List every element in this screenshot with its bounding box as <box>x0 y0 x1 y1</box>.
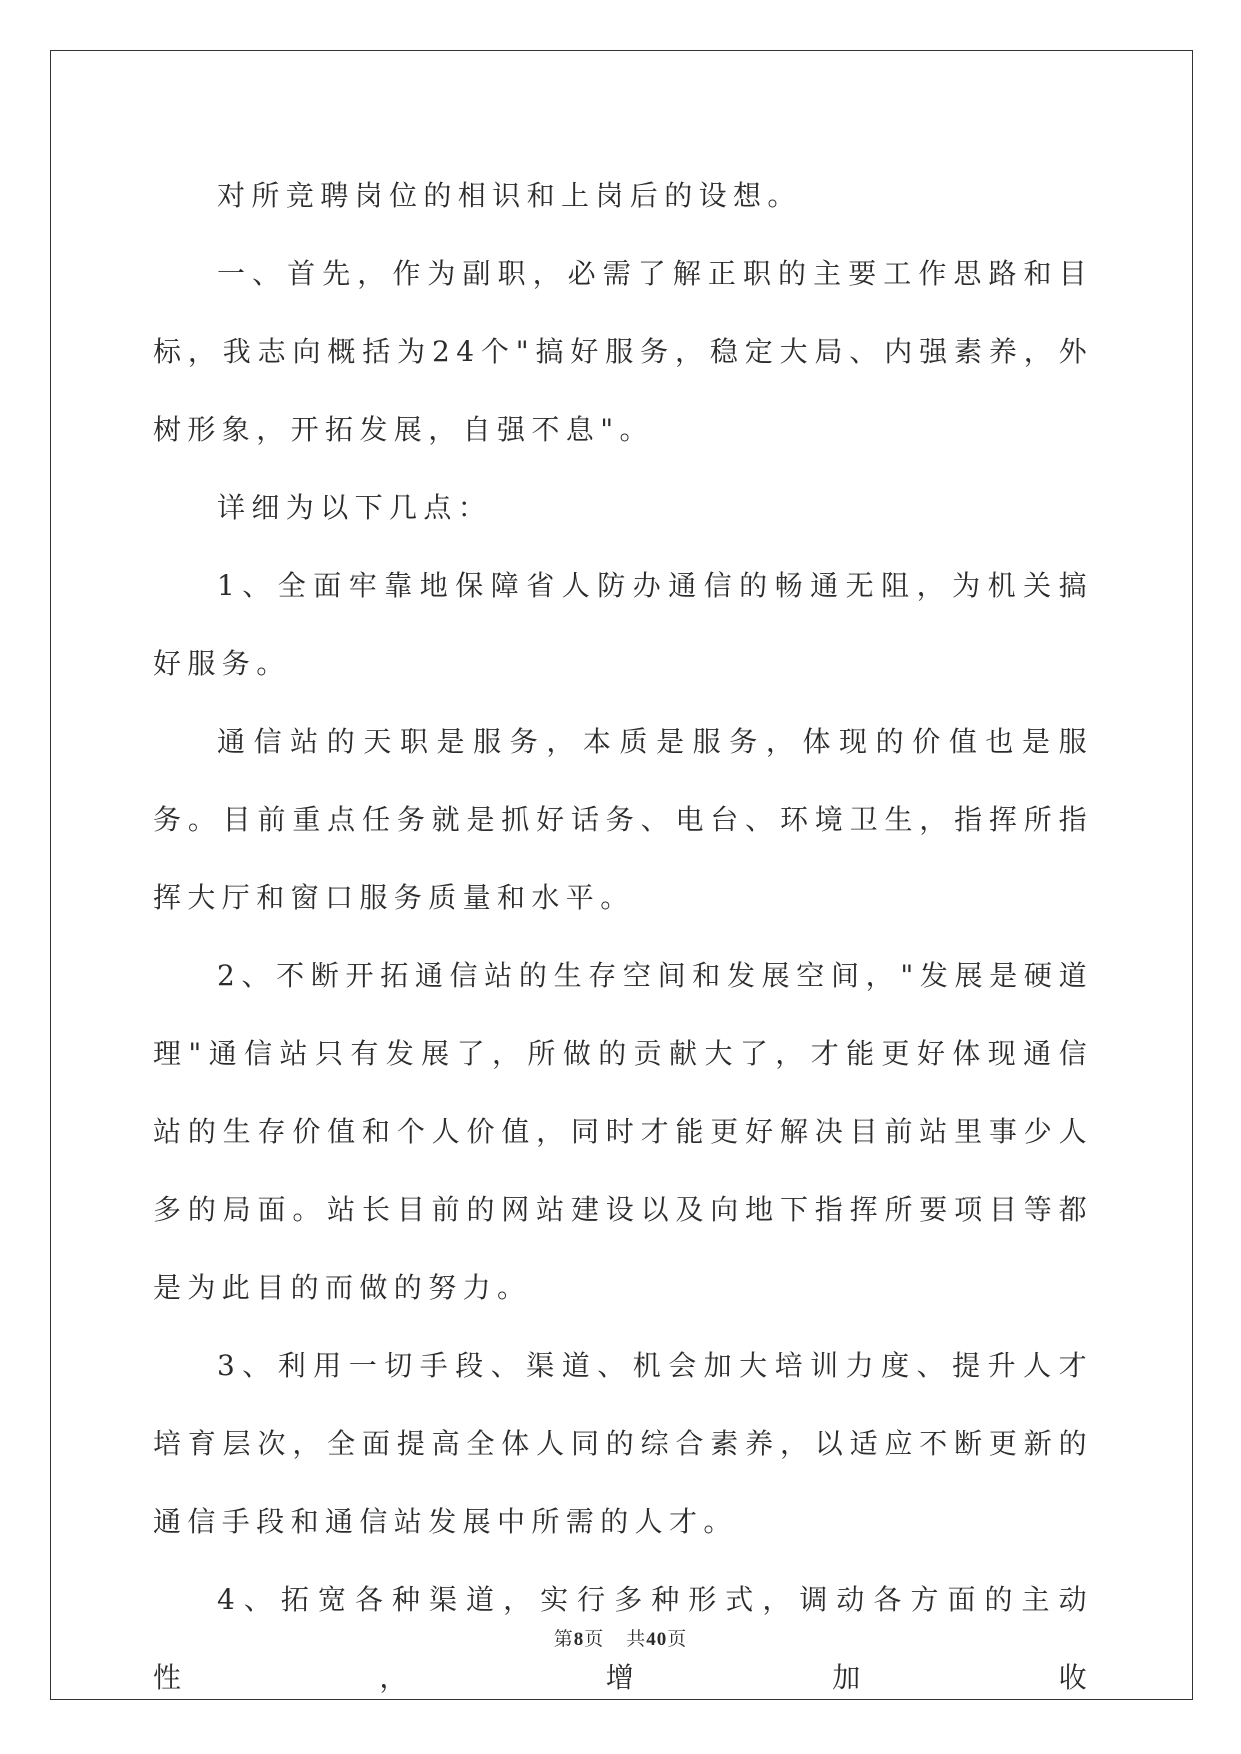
paragraph: 对所竞聘岗位的相识和上岗后的设想。 <box>217 179 802 212</box>
total-pages: 40 <box>646 1629 668 1650</box>
total-prefix: 共 <box>626 1629 647 1650</box>
page-footer <box>0 1624 1241 1651</box>
paragraph: 2、不断开拓通信站的生存空间和发展空间，"发展是硬道理"通信站只有发展了，所做的贡献大了，才能更好体现通信站的生存价值和个人价值，同时才能更好解决目前站里事少人多的局面。站长目前的网站建设以及向地下指挥所要项目等都是为此目的而做的努力。 <box>153 959 1093 1304</box>
total-suffix: 页 <box>667 1629 688 1650</box>
paragraph: 3、利用一切手段、渠道、机会加大培训力度、提升人才培育层次，全面提高全体人同的综合素养，以适应不断更新的通信手段和通信站发展中所需的人才。 <box>153 1349 1093 1538</box>
page-suffix: 页 <box>584 1629 605 1650</box>
paragraph: 通信站的天职是服务，本质是服务，体现的价值也是服务。目前重点任务就是抓好话务、电台、环境卫生，指挥所指挥大厅和窗口服务质量和水平。 <box>153 725 1093 914</box>
paragraph: 1、全面牢靠地保障省人防办通信的畅通无阻，为机关搞好服务。 <box>153 569 1093 680</box>
page-number: 8 <box>573 1629 585 1650</box>
paragraph: 一、首先，作为副职，必需了解正职的主要工作思路和目标，我志向概括为24个"搞好服务，稳定大局、内强素养，外树形象，开拓发展，自强不息"。 <box>153 257 1093 446</box>
document-body <box>153 157 1093 1717</box>
paragraph: 4、拓宽各种渠道，实行多种形式，调动各方面的主动性，增加收 <box>153 1583 1093 1694</box>
paragraph: 详细为以下几点： <box>217 491 493 524</box>
page-prefix: 第 <box>553 1629 574 1650</box>
